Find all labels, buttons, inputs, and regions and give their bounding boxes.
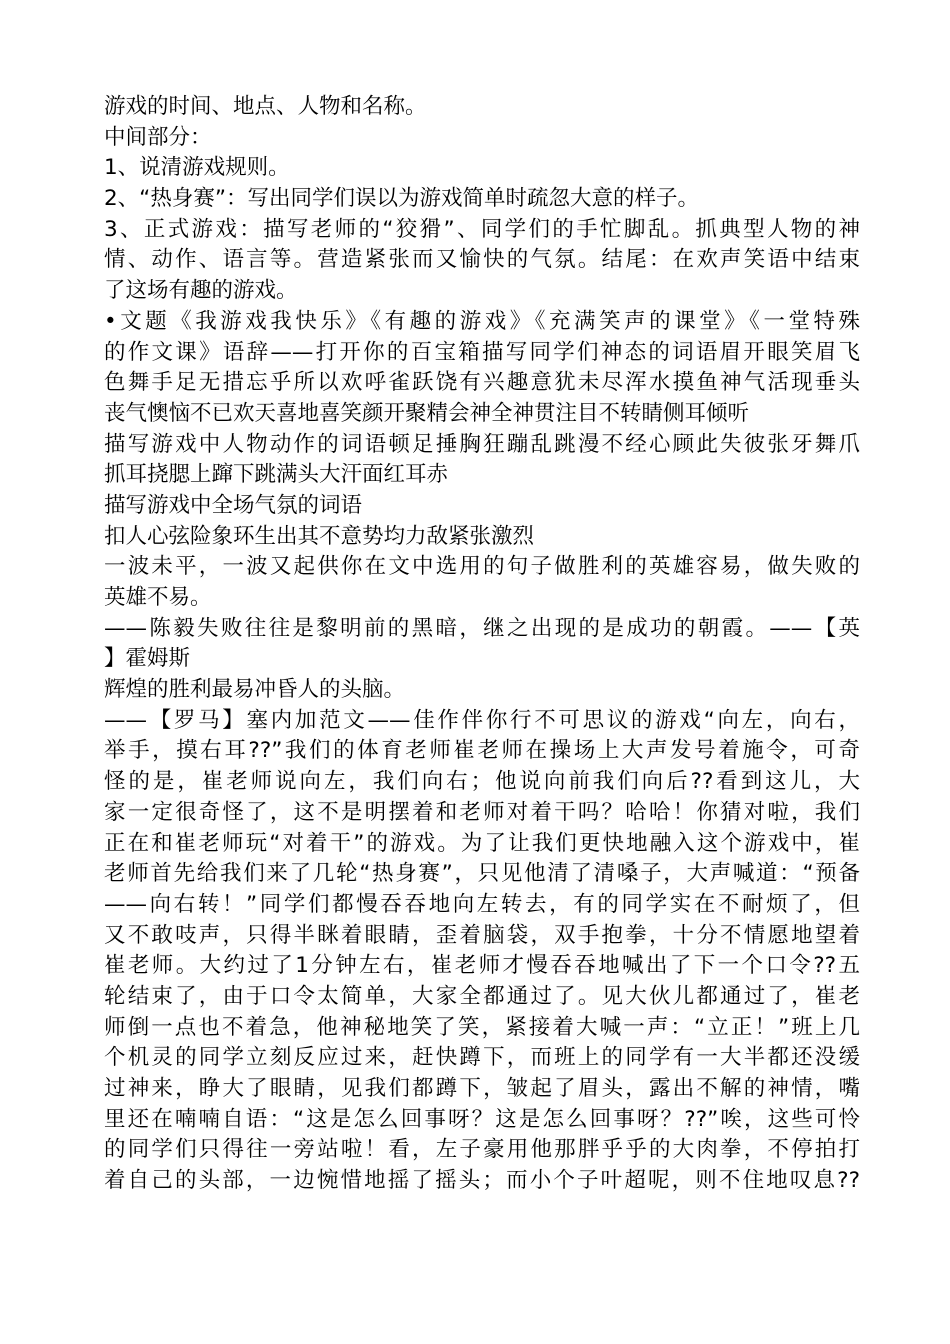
text-line: 崔老师。大约过了1分钟左右，崔老师才慢吞吞地喊出了下一个口令??五 [104,953,860,979]
text-line: 描写游戏中全场气氛的词语 [104,492,363,518]
text-line: 正在和崔老师玩“对着干”的游戏。为了让我们更快地融入这个游戏中，崔 [104,830,860,856]
text-line: 情、动作、语言等。营造紧张而又愉快的气氛。结尾：在欢声笑语中结束 [104,247,860,273]
text-line: 着自己的头部，一边惋惜地摇了摇头；而小个子叶超呢，则不住地叹息?? [104,1168,860,1194]
text-line: 1、说清游戏规则。 [104,155,290,181]
text-line: 色舞手足无措忘乎所以欢呼雀跃饶有兴趣意犹未尽浑水摸鱼神气活现垂头 [104,370,860,396]
text-line: 辉煌的胜利最易冲昏人的头脑。 [104,677,406,703]
text-line: 怪的是，崔老师说向左，我们向右；他说向前我们向后??看到这儿，大 [104,769,860,795]
text-line: 抓耳挠腮上蹿下跳满头大汗面红耳赤 [104,462,449,488]
text-line: 老师首先给我们来了几轮“热身赛”，只见他清了清嗓子，大声喊道：“预备 [104,861,860,887]
text-line: •文题《我游戏我快乐》《有趣的游戏》《充满笑声的课堂》《一堂特殊 [104,308,860,334]
text-line: 游戏的时间、地点、人物和名称。 [104,94,427,119]
text-line: 3、正式游戏：描写老师的“狡猾”、同学们的手忙脚乱。抓典型人物的神 [104,216,860,242]
text-line: 扣人心弦险象环生出其不意势均力敌紧张激烈 [104,523,535,549]
text-line: 师倒一点也不着急，他神秘地笑了笑，紧接着大喊一声：“立正！”班上几 [104,1014,860,1040]
text-line: 丧气懊恼不已欢天喜地喜笑颜开聚精会神全神贯注目不转睛侧耳倾听 [104,400,750,426]
text-line: ——【罗马】塞内加范文——佳作伴你行不可思议的游戏“向左，向右， [104,707,860,733]
text-line: 里还在喃喃自语：“这是怎么回事呀？这是怎么回事呀？??”唉，这些可怜 [104,1106,860,1132]
text-line: 】霍姆斯 [104,646,191,672]
text-line: 了这场有趣的游戏。 [104,278,298,304]
text-line: 的同学们只得往一旁站啦！看，左子豪用他那胖乎乎的大肉拳，不停拍打 [104,1137,860,1163]
text-line: 的作文课》语辞——打开你的百宝箱描写同学们神态的词语眉开眼笑眉飞 [104,339,860,365]
text-line: 轮结束了，由于口令太简单，大家全都通过了。见大伙儿都通过了，崔老 [104,983,860,1009]
text-line: 描写游戏中人物动作的词语顿足捶胸狂蹦乱跳漫不经心顾此失彼张牙舞爪 [104,431,860,457]
text-line: ——向右转！”同学们都慢吞吞地向左转去，有的同学实在不耐烦了，但 [104,891,860,917]
text-line: 中间部分： [104,124,212,150]
text-line: 又不敢吱声，只得半眯着眼睛，歪着脑袋，双手抱拳，十分不情愿地望着 [104,922,860,948]
text-line: 一波未平，一波又起供你在文中选用的句子做胜利的英雄容易，做失败的 [104,554,860,580]
text-line: ——陈毅失败往往是黎明前的黑暗，继之出现的是成功的朝霞。——【英 [104,615,860,641]
text-line: 英雄不易。 [104,585,212,610]
text-line: 2、“热身赛”：写出同学们误以为游戏简单时疏忽大意的样子。 [104,186,699,212]
text-line: 家一定很奇怪了，这不是明摆着和老师对着干吗？哈哈！你猜对啦，我们 [104,799,860,825]
text-line: 举手，摸右耳??”我们的体育老师崔老师在操场上大声发号着施令，可奇 [104,738,860,764]
text-line: 过神来，睁大了眼睛，见我们都蹲下，皱起了眉头，露出不解的神情，嘴 [104,1076,860,1101]
text-line: 个机灵的同学立刻反应过来，赶快蹲下，而班上的同学有一大半都还没缓 [104,1045,860,1071]
